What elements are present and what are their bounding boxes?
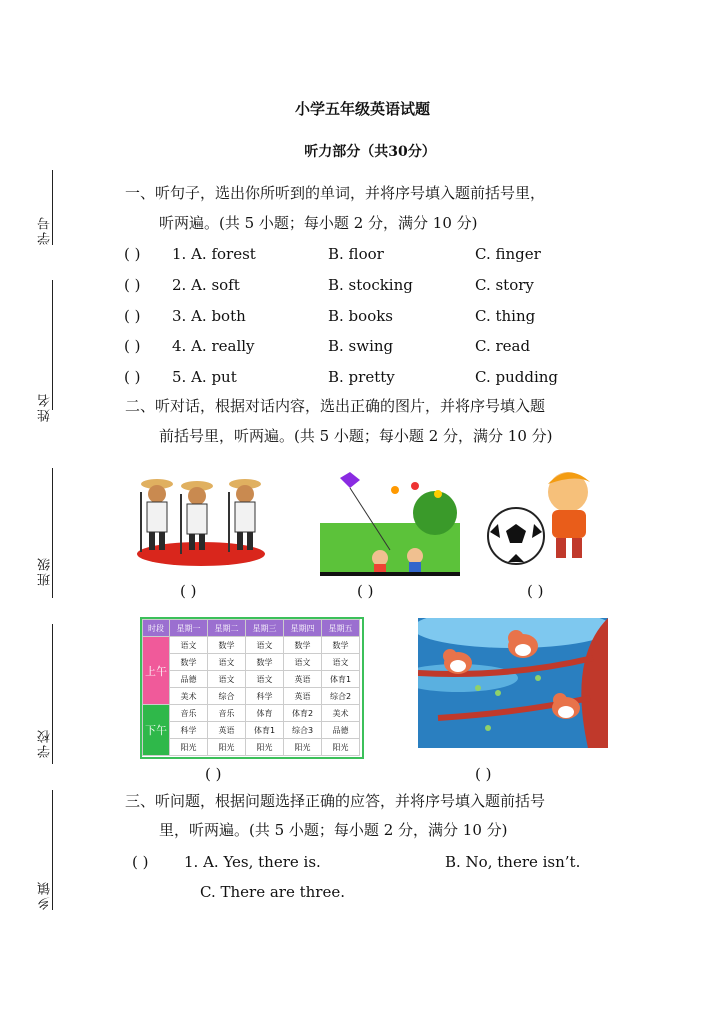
answer-bracket[interactable]: ( ): [124, 245, 141, 263]
question-option-a: 1. A. Yes, there is.: [184, 853, 321, 871]
schedule-cell: 品德: [322, 722, 360, 739]
schedule-cell: 数学: [208, 637, 246, 654]
page-subtitle: 听力部分（共30分）: [304, 144, 436, 160]
question-option-c: C. story: [475, 276, 534, 294]
schedule-cell: 数学: [170, 654, 208, 671]
schedule-cell: 体育1: [322, 671, 360, 688]
schedule-cell: 体育2: [284, 705, 322, 722]
section3-heading: 三、听问题，根据问题选择正确的应答，并将序号填入题前括号: [125, 792, 546, 810]
schedule-cell: 科学: [170, 722, 208, 739]
section3-instructions: 里，听两遍。(共 5 小题；每小题 2 分，满分 10 分): [159, 821, 508, 839]
answer-bracket[interactable]: ( ): [124, 368, 141, 386]
schedule-header: 星期一: [170, 620, 208, 637]
question-option-b: B. floor: [328, 245, 384, 263]
side-label-name: 姓名: [38, 392, 53, 422]
schedule-header: 时段: [143, 620, 170, 637]
answer-bracket[interactable]: ( ): [475, 765, 492, 783]
schedule-cell: 科学: [246, 688, 284, 705]
schedule-cell: 综合: [208, 688, 246, 705]
schedule-cell: 语文: [246, 671, 284, 688]
schedule-cell: 英语: [284, 688, 322, 705]
question-option-c: C. read: [475, 337, 531, 355]
binding-line: [52, 280, 53, 410]
side-label-student-number: 学号: [38, 215, 53, 245]
schedule-cell: 综合3: [284, 722, 322, 739]
section2-instructions: 前括号里，听两遍。(共 5 小题；每小题 2 分，满分 10 分): [159, 427, 553, 445]
question-option-b: B. No, there isn’t.: [445, 853, 581, 871]
answer-bracket[interactable]: ( ): [124, 276, 141, 294]
schedule-header: 星期三: [246, 620, 284, 637]
answer-bracket[interactable]: ( ): [527, 582, 544, 600]
schedule-header: 星期五: [322, 620, 360, 637]
schedule-header: 星期二: [208, 620, 246, 637]
section2-heading: 二、听对话，根据对话内容，选出正确的图片，并将序号填入题: [125, 397, 546, 415]
picture-class-schedule: [140, 617, 364, 759]
picture-people-with-sticks: [135, 462, 267, 570]
schedule-cell: 阳光: [246, 739, 284, 756]
picture-birds-on-tree: [418, 618, 608, 748]
picture-kite-flying: [320, 468, 460, 576]
question-option-c: C. thing: [475, 307, 536, 325]
schedule-cell: 音乐: [208, 705, 246, 722]
answer-bracket[interactable]: ( ): [132, 853, 149, 871]
schedule-cell: 综合2: [322, 688, 360, 705]
answer-bracket[interactable]: ( ): [357, 582, 374, 600]
question-option-a: 2. A. soft: [172, 276, 240, 294]
schedule-cell: 语文: [208, 654, 246, 671]
schedule-cell: 体育1: [246, 722, 284, 739]
schedule-cell: 美术: [322, 705, 360, 722]
question-option-b: B. stocking: [328, 276, 413, 294]
answer-bracket[interactable]: ( ): [124, 307, 141, 325]
schedule-cell: 品德: [170, 671, 208, 688]
question-option-c: C. pudding: [475, 368, 559, 386]
question-option-b: B. swing: [328, 337, 394, 355]
picture-soccer-boy: [486, 462, 611, 570]
schedule-cell: 阳光: [284, 739, 322, 756]
schedule-cell: 语文: [246, 637, 284, 654]
answer-bracket[interactable]: ( ): [124, 337, 141, 355]
schedule-cell: 体育: [246, 705, 284, 722]
schedule-cell: 数学: [284, 637, 322, 654]
schedule-cell: 语文: [322, 654, 360, 671]
question-option-c: C. There are three.: [200, 883, 345, 901]
schedule-cell: 数学: [322, 637, 360, 654]
schedule-cell: 阳光: [322, 739, 360, 756]
schedule-afternoon-label: 下午: [143, 705, 170, 756]
schedule-cell: 语文: [284, 654, 322, 671]
question-option-b: B. books: [328, 307, 394, 325]
schedule-cell: 美术: [170, 688, 208, 705]
schedule-morning-label: 上午: [143, 637, 170, 705]
question-option-a: 5. A. put: [172, 368, 237, 386]
schedule-cell: 阳光: [170, 739, 208, 756]
answer-bracket[interactable]: ( ): [180, 582, 197, 600]
schedule-cell: 音乐: [170, 705, 208, 722]
question-option-a: 4. A. really: [172, 337, 255, 355]
question-option-b: B. pretty: [328, 368, 395, 386]
schedule-cell: 阳光: [208, 739, 246, 756]
question-option-c: C. finger: [475, 245, 541, 263]
schedule-cell: 英语: [284, 671, 322, 688]
section1-heading: 一、听句子，选出你所听到的单词，并将序号填入题前括号里，: [125, 184, 546, 202]
schedule-header: 星期四: [284, 620, 322, 637]
question-option-a: 1. A. forest: [172, 245, 256, 263]
question-option-a: 3. A. both: [172, 307, 246, 325]
schedule-cell: 语文: [208, 671, 246, 688]
schedule-cell: 语文: [170, 637, 208, 654]
answer-bracket[interactable]: ( ): [205, 765, 222, 783]
page-title: 小学五年级英语试题: [294, 100, 430, 118]
side-label-class: 班级: [38, 556, 53, 586]
side-label-township: 乡镇: [38, 880, 53, 910]
schedule-cell: 数学: [246, 654, 284, 671]
side-label-school: 学校: [38, 728, 53, 758]
section1-instructions: 听两遍。(共 5 小题；每小题 2 分，满分 10 分): [159, 214, 478, 232]
schedule-cell: 英语: [208, 722, 246, 739]
